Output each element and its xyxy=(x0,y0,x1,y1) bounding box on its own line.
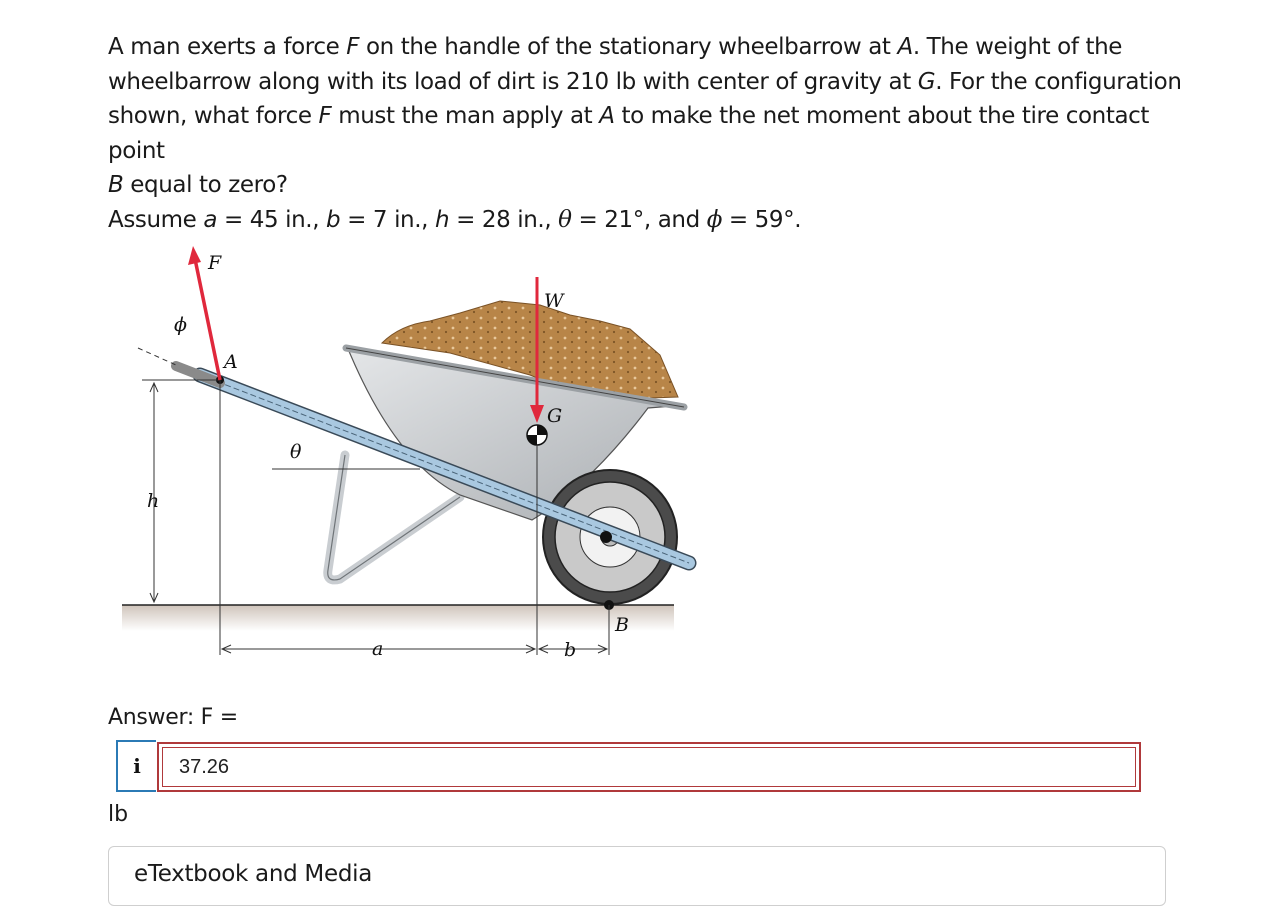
info-icon[interactable]: i xyxy=(116,740,156,792)
wheelbarrow-figure xyxy=(100,225,720,665)
label-b: b xyxy=(564,639,577,661)
label-A: A xyxy=(224,351,238,373)
ground xyxy=(122,605,674,631)
label-theta: θ xyxy=(290,441,302,463)
label-a: a xyxy=(372,638,384,660)
axle-point xyxy=(600,531,612,543)
answer-label: Answer: F = xyxy=(108,705,238,730)
label-F: F xyxy=(208,252,222,274)
answer-input[interactable] xyxy=(157,742,1141,792)
label-h: h xyxy=(147,490,160,512)
label-W: W xyxy=(544,290,564,312)
panel-title: eTextbook and Media xyxy=(134,861,373,887)
force-F-arrow xyxy=(195,259,220,380)
answer-unit: lb xyxy=(108,802,129,827)
label-phi: ϕ xyxy=(174,314,187,336)
center-of-gravity-G xyxy=(527,425,547,445)
label-B: B xyxy=(615,614,629,636)
question-text: A man exerts a force F on the handle of the stationary wheelbarrow at A. The weight of the wheelbarrow along with its load of dirt is 210 lb with center of gravity at G. For the configuration shown, what force F must the man apply at A to make the net moment about the tire contact point B equal to zero? Assume a = 45 in., b = 7 in., h = 28 in., θ = 21°, and ϕ = 59°. xyxy=(108,30,1188,237)
label-G: G xyxy=(547,405,563,427)
assumptions: Assume a = 45 in., b = 7 in., h = 28 in., θ = 21°, and ϕ = 59°. xyxy=(108,206,802,233)
etextbook-media-panel[interactable] xyxy=(108,846,1166,906)
